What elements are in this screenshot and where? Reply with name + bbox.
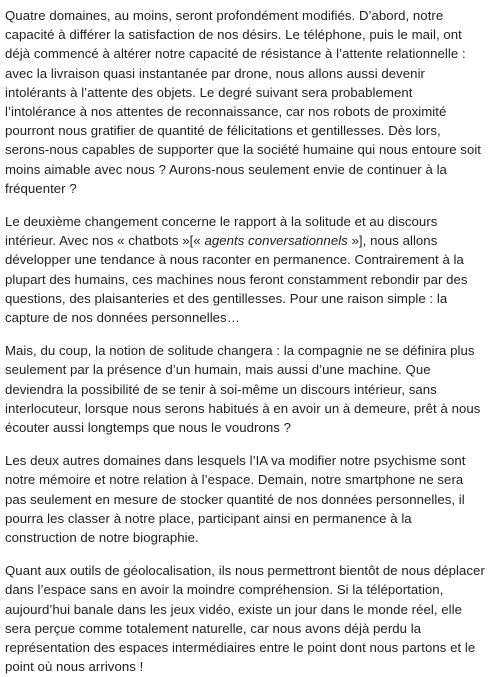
paragraph-solitude xyxy=(5,212,486,327)
paragraph-geolocation: Quant aux outils de géolocalisation, ils nous permettront bientôt de nous déplacer dans l’espace sans en avoir la moindre compréhension. Si la téléportation, aujourd’hui banale dans les jeux vidéo, existe un jour dans le monde réel, elle sera perçue comme totalement naturelle, car nous avons déjà perdu la représentation des espaces intermédiaires entre le point dont nous partons et le point où nous arrivons ! xyxy=(5,563,485,675)
agents-conversationnels-emphasis: agents conversationnels xyxy=(204,233,348,249)
paragraph-memory-space: Les deux autres domaines dans lesquels l’IA va modifier notre psychisme sont notre mémoire et notre relation à l’espace. Demain, notre smartphone ne sera pas seulement en mesure de stocker quantité de nos données personnelles, il pourra les classer à notre place, participant ainsi en permanence à la construction de notre biographie. xyxy=(5,453,466,546)
paragraph-companionship: Mais, du coup, la notion de solitude changera : la compagnie ne se définira plus seulement par la présence d’un humain, mais aussi d’une machine. Que deviendra la possibilité de se tenir à soi-même un discours intérieur, sans interlocuteur, lorsque nous serons habitués à en avoir un à demeure, prêt à nous écouter aussi longtemps que nous le voudrons ? xyxy=(5,343,481,436)
paragraph-solitude-end: »], nous allons développer une tendance à nous raconter en permanence. Contrairement à la plupart des humains, ces machines nous feront constamment rebondir par des questions, des plaisanteries et des gentillesses. Pour une raison simple : la capture de nos données personnelles… xyxy=(5,233,468,326)
paragraph-domains-intro: Quatre domaines, au moins, seront profondément modifiés. D’abord, notre capacité à différer la satisfaction de nos désirs. Le téléphone, puis le mail, ont déjà commencé à altérer notre capacité de résistance à l’attente relationnelle : avec la livraison quasi instantanée par drone, nous allons aussi devenir intolérants à l’attente des objets. Le degré suivant sera probablement l’intolérance à nos attentes de reconnaissance, car nos robots de proximité pourront nous gratifier de quantité de félicitations et gentillesses. Dès lors, serons-nous capables de supporter que la société humaine qui nous entoure soit moins aimable avec nous ? Aurons-nous seulement envie de continuer à la fréquenter ? xyxy=(5,8,482,196)
paragraph-solitude-start: Le deuxième changement concerne le rapport à la solitude et au discours intérieur. Avec nos « chatbots »[« xyxy=(5,214,438,249)
